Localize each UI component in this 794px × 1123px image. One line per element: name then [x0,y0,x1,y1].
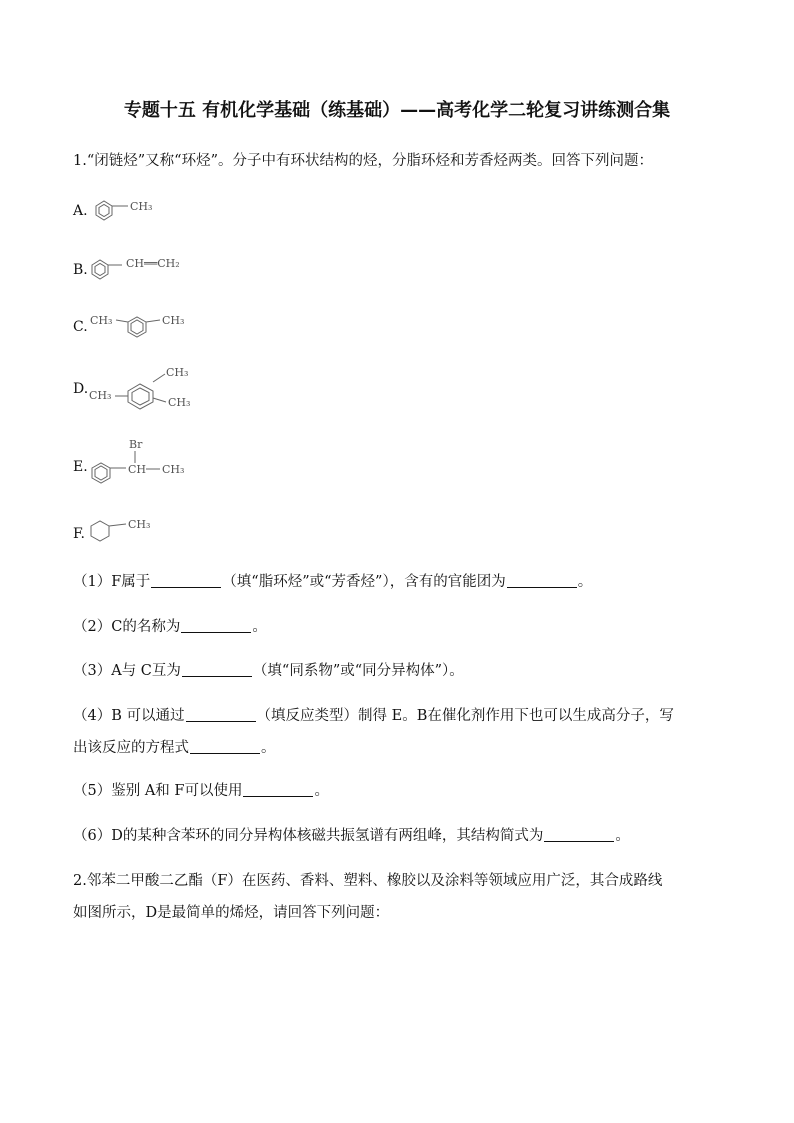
part-3-text-a: （3）A与 C互为 [73,663,181,679]
option-a-label: A. [73,203,88,219]
question-1-part-3 [73,661,464,681]
structure-d-group-2: CH₃ [89,389,112,402]
part-3-text-b: （填“同系物”或“同分异构体”）。 [252,663,464,679]
part-1-text-c: 。 [577,574,593,590]
structure-e-bromoethylbenzene [86,436,206,492]
answer-blank [190,739,260,754]
answer-blank [181,618,251,633]
structure-e-group-2: CH [128,463,147,476]
option-c-label: C. [73,319,88,335]
part-2-text-b: 。 [252,619,267,635]
answer-blank [243,782,313,797]
question-1-part-4 [73,706,674,726]
page-title: 专题十五 有机化学基础（练基础）——高考化学二轮复习讲练测合集 [123,100,671,121]
part-5-text-b: 。 [314,783,329,799]
structure-d-group-1: CH₃ [166,366,189,379]
answer-blank [544,827,614,842]
structure-f-group-1: CH₃ [128,518,151,531]
option-f-label: F. [73,526,85,542]
part-1-text-a: （1）F属于 [73,574,151,590]
structure-c-m-xylene [88,308,208,344]
question-1-part-1 [73,572,592,592]
structure-e-group-1: Br [129,438,143,451]
structure-f-methylcyclohexane [86,515,176,547]
option-d-label: D. [73,381,89,397]
option-e-label: E. [73,459,88,475]
part-4-text-a: （4）B 可以通过 [73,708,185,724]
structure-a-toluene [86,194,176,226]
option-b-label: B. [73,262,88,278]
question-1-part-4-continued [73,738,276,758]
part-2-text-a: （2）C的名称为 [73,619,181,635]
question-1-stem: 1.“闭链烃”又称“环烃”。分子中有环状结构的烃，分脂环烃和芳香烃两类。回答下列问题： [73,153,653,169]
structure-e-group-3: CH₃ [162,463,185,476]
structure-b-group-1: CH══CH₂ [126,257,180,270]
structure-a-group-1: CH₃ [130,200,153,213]
part-4b-text-b: 。 [261,740,276,756]
part-5-text-a: （5）鉴别 A和 F可以使用 [73,783,243,799]
question-1-part-2 [73,617,267,637]
part-6-text-b: 。 [615,828,630,844]
part-4b-text-a: 出该反应的方程式 [73,740,189,756]
part-6-text-a: （6）D的某种含苯环的同分异构体核磁共振氢谱有两组峰，其结构简式为 [73,828,544,844]
part-4-text-b: （填反应类型）制得 E。B在催化剂作用下也可以生成高分子，写 [256,708,674,724]
answer-blank [151,573,221,588]
part-1-text-b: （填“脂环烃”或“芳香烃”），含有的官能团为 [222,574,506,590]
question-1-part-5 [73,781,329,801]
answer-blank [186,707,256,722]
structure-c-group-2: CH₃ [162,314,185,327]
structure-d-group-3: CH₃ [168,396,191,409]
structure-c-group-1: CH₃ [90,314,113,327]
question-1-part-6 [73,826,630,846]
structure-b-styrene [86,252,206,284]
structure-d-trimethylbenzene [86,362,216,414]
question-2-stem-line-2: 如图所示，D是最简单的烯烃，请回答下列问题： [73,905,390,921]
answer-blank [182,662,252,677]
answer-blank [507,573,577,588]
question-2-stem-line-1: 2.邻苯二甲酸二乙酯（F）在医药、香料、塑料、橡胶以及涂料等领域应用广泛，其合成路线 [73,873,663,889]
